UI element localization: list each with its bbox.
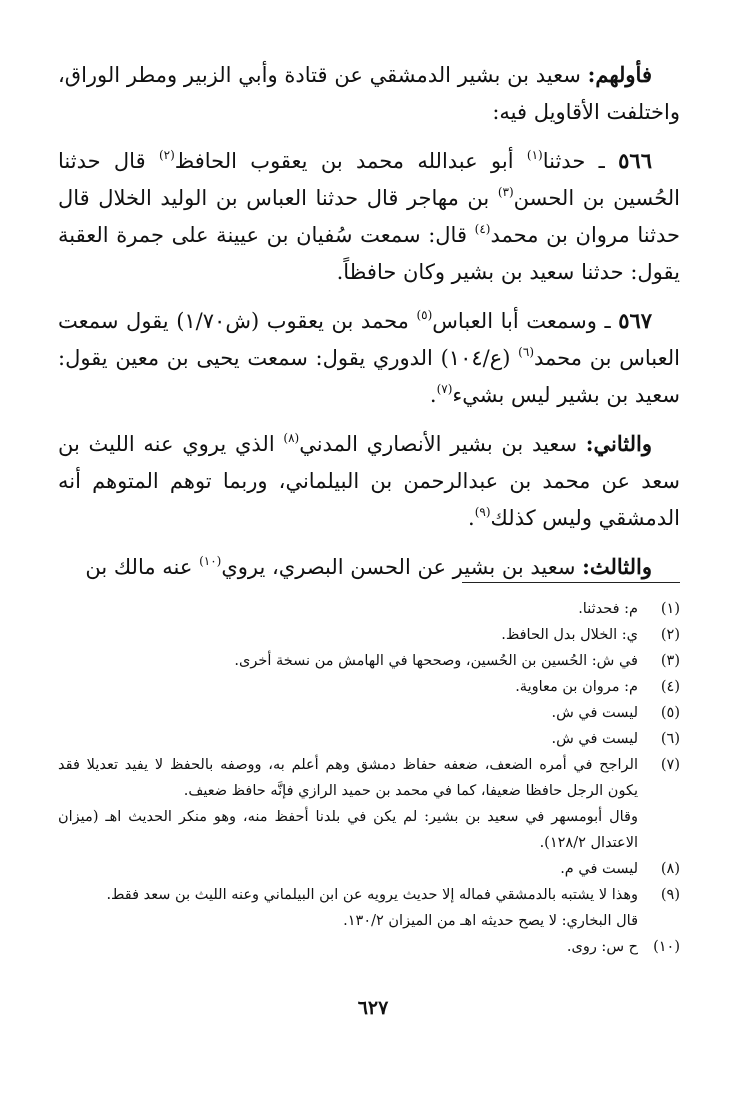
footnotes (58, 596, 680, 960)
hadith-number: ٥٦٦ (618, 148, 652, 173)
footnote (58, 596, 680, 622)
footnote-line: ح س: روى. (566, 939, 638, 955)
page-number: ٦٢٧ (357, 997, 389, 1019)
footnote (58, 726, 680, 752)
text-run: . (429, 383, 437, 407)
footnote-mark: (١) (660, 601, 680, 617)
footnote-mark: (٣) (660, 653, 680, 669)
footnote-body (58, 882, 638, 934)
footnote-ref[interactable]: (١٠) (199, 554, 222, 568)
footnote-body (58, 648, 638, 674)
footnote-mark: (٧) (660, 757, 680, 773)
footnote (58, 674, 680, 700)
footnote-mark: (١٠) (653, 939, 680, 955)
footnote-line: الراجح في أمره الضعف، ضعفه حفاظ دمشق وهم أعلم به، ووصفه بالحفظ لا يفيد تعديلا فقد يكون الرجل حافظا ضعيفا، كما في محمد بن حميد الرازي فإنَّه حافظ ضعيف. (58, 757, 638, 799)
footnote-ref[interactable]: (٨) (283, 431, 300, 445)
footnote (58, 934, 680, 960)
footnote-mark: (٢) (660, 627, 680, 643)
main-text (58, 56, 680, 597)
footnote-line: ي: الخلال بدل الحافظ. (501, 627, 638, 643)
text-run: قال حدثنا الحُسين بن الحسن (58, 149, 680, 210)
paragraph-lead: فأولهم: (587, 62, 652, 87)
footnote-body (58, 726, 638, 752)
text-run: قال: سمعت سُفيان بن عيينة على جمرة العقبة يقول: حدثنا سعيد بن بشير وكان حافظاً. (58, 223, 680, 284)
footnote-line: م: فحدثنا. (578, 601, 638, 617)
text-run: ـ حدثنا (542, 149, 619, 173)
paragraph-text: سعيد بن بشير الدمشقي عن قتادة وأبي الزبير ومطر الوراق، واختلفت الأقاويل فيه: (58, 63, 680, 124)
footnote-body (58, 622, 638, 648)
footnote-body (58, 674, 638, 700)
footnote-body (58, 752, 638, 856)
footnote-ref[interactable]: (٧) (436, 382, 453, 396)
footnote-line: ليست في ش. (551, 731, 638, 747)
footnote-body (58, 934, 638, 960)
footnote (58, 622, 680, 648)
footnote-body (58, 596, 638, 622)
footnote-line: قال البخاري: لا يصح حديثه اهـ من الميزان ١٣٠/٢. (343, 913, 638, 929)
hadith-567 (58, 302, 680, 414)
footnote-mark: (٤) (660, 679, 680, 695)
hadith-566 (58, 142, 680, 291)
footnote-line: ليست في م. (560, 861, 638, 877)
footnote-line: في ش: الحُسين بن الحُسين، وصححها في الهامش من نسخة أخرى. (234, 653, 638, 669)
paragraph-lead: والثالث: (582, 554, 652, 579)
footnote (58, 856, 680, 882)
hadith-number: ٥٦٧ (618, 308, 653, 333)
paragraph-third (58, 548, 680, 586)
text-run: سعيد بن بشير الأنصاري المدني (299, 432, 586, 456)
footnote-ref[interactable]: (٢) (158, 148, 175, 162)
footnote-line: وقال أبومسهر في سعيد بن بشير: لم يكن في بلدنا أحفظ منه، وهو منكر الحديث اهـ (ميزان الاعتدال ١٢٨/٢). (58, 809, 638, 851)
footnote-separator (462, 582, 680, 583)
footnote (58, 882, 680, 934)
text-run: (ع/١٠٤) الدوري يقول: سمعت يحيى بن معين يقول: سعيد بن بشير ليس بشيء (58, 346, 680, 407)
footnote-ref[interactable]: (٩) (474, 505, 491, 519)
footnote (58, 648, 680, 674)
text-run: الذي يروي عنه الليث بن سعد عن محمد بن عبدالرحمن بن البيلماني، وربما توهم المتوهم أنه الدمشقي وليس كذلك (58, 432, 680, 530)
text-run: أبو عبدالله محمد بن يعقوب الحافظ (174, 149, 527, 173)
footnote (58, 700, 680, 726)
footnote-body (58, 856, 638, 882)
footnote-ref[interactable]: (٥) (416, 308, 433, 322)
paragraph-first (58, 56, 680, 131)
footnote-line: وهذا لا يشتبه بالدمشقي فماله إلا حديث يرويه عن ابن البيلماني وعنه الليث بن سعد فقط. (106, 887, 638, 903)
footnote-line: ليست في ش. (551, 705, 638, 721)
footnote-mark: (٩) (660, 887, 680, 903)
footnote-mark: (٥) (660, 705, 680, 721)
text-run: محمد بن يعقوب (ش١/٧٠) يقول سمعت العباس بن محمد (58, 309, 680, 370)
footnote-ref[interactable]: (٦) (518, 345, 534, 359)
paragraph-lead: والثاني: (585, 431, 652, 456)
text-run: ـ وسمعت أبا العباس (432, 309, 619, 333)
paragraph-second (58, 425, 680, 537)
footnote-ref[interactable]: (٤) (474, 222, 491, 236)
footnote-ref[interactable]: (٣) (497, 185, 514, 199)
text-run: بن مهاجر قال حدثنا العباس بن الوليد الخلال قال حدثنا مروان بن محمد (58, 186, 680, 247)
footnote (58, 752, 680, 856)
text-run: سعيد بن بشير عن الحسن البصري، يروي (221, 555, 583, 579)
footnote-mark: (٦) (660, 731, 680, 747)
footnote-body (58, 700, 638, 726)
text-run: . (468, 506, 475, 530)
text-run: عنه مالك بن (85, 555, 200, 579)
footnote-mark: (٨) (660, 861, 680, 877)
footnote-line: م: مروان بن معاوية. (515, 679, 638, 695)
footnote-ref[interactable]: (١) (526, 148, 543, 162)
